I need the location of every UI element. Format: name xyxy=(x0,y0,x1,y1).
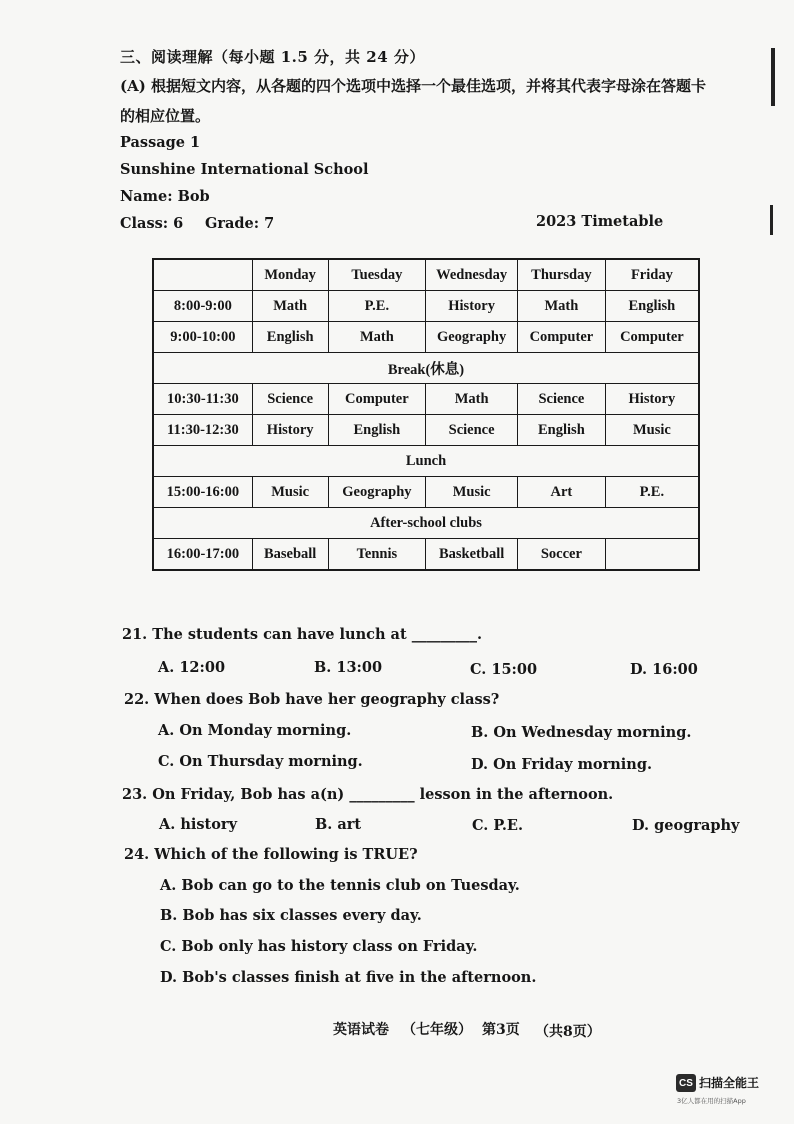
question-23: 23. On Friday, Bob has a(n) _________ lesson in the afternoon. xyxy=(122,786,614,803)
class-cell: Math xyxy=(426,384,518,415)
timetable-row xyxy=(153,322,699,353)
lunch-cell: Lunch xyxy=(153,446,699,477)
day-header: Friday xyxy=(605,259,699,291)
class-cell: Music xyxy=(426,477,518,508)
timetable-row xyxy=(153,415,699,446)
option-24-c: C. Bob only has history class on Friday. xyxy=(160,938,478,955)
option-21-c: C. 15:00 xyxy=(470,661,538,678)
student-name: Name: Bob xyxy=(120,188,210,205)
class-cell: Science xyxy=(252,384,328,415)
class-cell: Geography xyxy=(328,477,426,508)
class-cell: History xyxy=(252,415,328,446)
class-cell: English xyxy=(605,291,699,322)
question-22: 22. When does Bob have her geography class? xyxy=(124,691,500,708)
time-cell: 10:30-11:30 xyxy=(153,384,252,415)
class-cell: History xyxy=(605,384,699,415)
option-23-b: B. art xyxy=(315,816,362,833)
class-cell: Music xyxy=(605,415,699,446)
class-cell: History xyxy=(426,291,518,322)
break-cell: Break(休息) xyxy=(153,353,699,384)
scan-edge-mark xyxy=(770,205,773,235)
club-cell: Tennis xyxy=(328,539,426,571)
class-cell: Music xyxy=(252,477,328,508)
class-cell: Geography xyxy=(426,322,518,353)
time-cell: 8:00-9:00 xyxy=(153,291,252,322)
footer-page: 第3页 xyxy=(482,1022,520,1038)
time-cell: 9:00-10:00 xyxy=(153,322,252,353)
option-24-b: B. Bob has six classes every day. xyxy=(160,907,422,924)
school-name: Sunshine International School xyxy=(120,161,369,178)
timetable-row xyxy=(153,291,699,322)
clubs-cell: After-school clubs xyxy=(153,508,699,539)
class-cell: Math xyxy=(518,291,606,322)
break-row xyxy=(153,353,699,384)
footer-total: （共8页） xyxy=(535,1024,601,1040)
class-cell: English xyxy=(252,322,328,353)
class-cell: Math xyxy=(328,322,426,353)
student-class: Class: 6 xyxy=(120,215,184,232)
option-23-a: A. history xyxy=(159,816,237,833)
class-cell: English xyxy=(518,415,606,446)
option-22-c: C. On Thursday morning. xyxy=(158,753,363,770)
question-24: 24. Which of the following is TRUE? xyxy=(124,846,418,863)
student-grade: Grade: 7 xyxy=(205,215,275,232)
option-23-d: D. geography xyxy=(632,817,740,834)
passage-label: Passage 1 xyxy=(120,134,201,151)
section-title: 三、阅读理解（每小题 1.5 分，共 24 分） xyxy=(120,48,425,66)
timetable xyxy=(152,258,700,571)
class-cell: Computer xyxy=(518,322,606,353)
class-cell: Computer xyxy=(605,322,699,353)
day-header: Tuesday xyxy=(328,259,426,291)
club-cell: Soccer xyxy=(518,539,606,571)
day-header: Thursday xyxy=(518,259,606,291)
class-cell: Art xyxy=(518,477,606,508)
instruction-line-2: 的相应位置。 xyxy=(120,107,211,125)
day-header: Monday xyxy=(252,259,328,291)
timetable-row xyxy=(153,384,699,415)
option-21-d: D. 16:00 xyxy=(630,661,698,678)
timetable-title: 2023 Timetable xyxy=(536,213,664,230)
timetable-row xyxy=(153,477,699,508)
lunch-row xyxy=(153,446,699,477)
club-cell: Basketball xyxy=(426,539,518,571)
footer-subject: 英语试卷 xyxy=(333,1022,389,1038)
instruction-line-1: (A) 根据短文内容，从各题的四个选项中选择一个最佳选项，并将其代表字母涂在答题卡 xyxy=(120,77,707,95)
option-22-d: D. On Friday morning. xyxy=(471,756,653,773)
timetable-header-row xyxy=(153,259,699,291)
timetable-row xyxy=(153,539,699,571)
option-24-d: D. Bob's classes finish at five in the afternoon. xyxy=(160,969,537,986)
option-23-c: C. P.E. xyxy=(472,817,524,834)
question-21: 21. The students can have lunch at _________. xyxy=(122,626,483,643)
class-cell: Science xyxy=(518,384,606,415)
option-22-a: A. On Monday morning. xyxy=(158,722,352,739)
day-header: Wednesday xyxy=(426,259,518,291)
time-cell: 15:00-16:00 xyxy=(153,477,252,508)
scanner-tagline: 3亿人都在用的扫描App xyxy=(677,1097,746,1105)
class-cell: P.E. xyxy=(328,291,426,322)
club-cell: Baseball xyxy=(252,539,328,571)
option-24-a: A. Bob can go to the tennis club on Tuesday. xyxy=(160,877,520,894)
scan-edge-mark xyxy=(771,48,775,106)
class-cell: Math xyxy=(252,291,328,322)
time-cell: 11:30-12:30 xyxy=(153,415,252,446)
club-cell xyxy=(605,539,699,571)
footer-grade: （七年级） xyxy=(402,1022,472,1038)
scanner-name: 扫描全能王 xyxy=(699,1076,760,1090)
class-cell: English xyxy=(328,415,426,446)
class-cell: Computer xyxy=(328,384,426,415)
timetable-corner-cell xyxy=(153,259,252,291)
class-cell: P.E. xyxy=(605,477,699,508)
option-22-b: B. On Wednesday morning. xyxy=(471,724,692,741)
camscanner-logo-icon: CS xyxy=(676,1074,696,1092)
class-cell: Science xyxy=(426,415,518,446)
option-21-a: A. 12:00 xyxy=(158,659,226,676)
time-cell: 16:00-17:00 xyxy=(153,539,252,571)
clubs-row xyxy=(153,508,699,539)
option-21-b: B. 13:00 xyxy=(314,659,383,676)
